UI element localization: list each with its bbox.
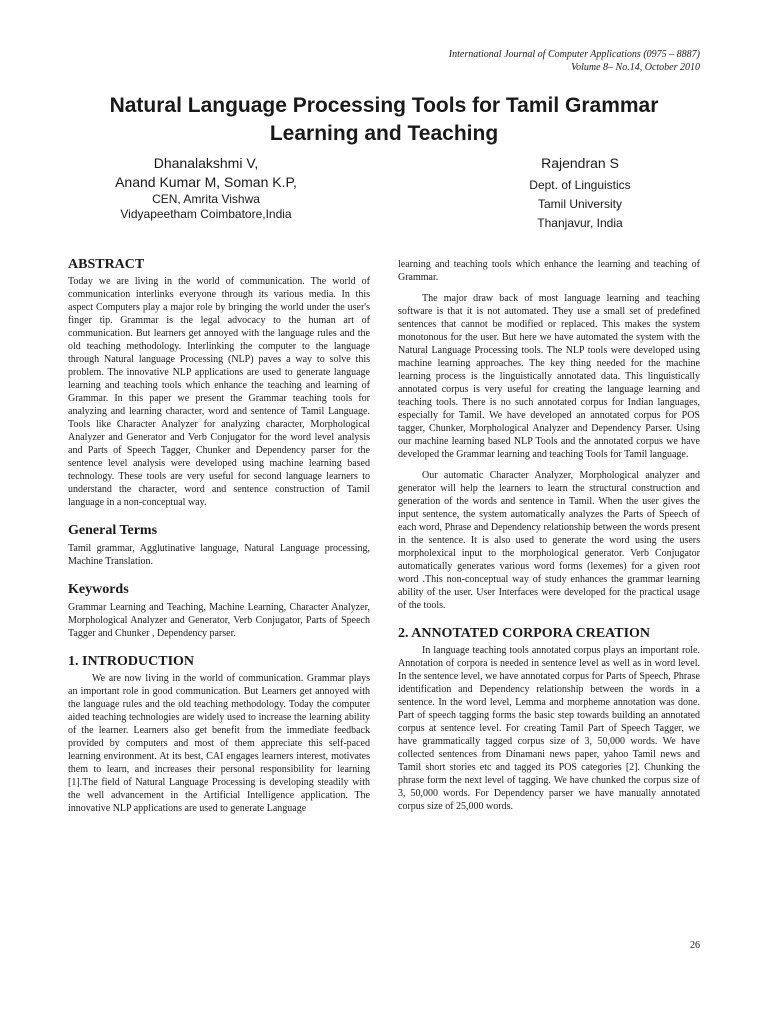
- tools-paragraph: Our automatic Character Analyzer, Morphological analyzer and generator will help the learners to learn the structural construction and generation of the words and sentence in Tamil. When the user gives the input sentence, the system automatically analyzes the Parts of Speech of each word, Phrase and Dependency relationship between the words present in the sentence. It is also used to generate the word using the users morpholexical input to the morphological generator. Verb Conjugator automatically generates various word forms (lexemes) for a given root word .This non-conceptual way of study enhances the grammar learning ability of the user. User Interfaces were developed for the practical usage of the tools.: [398, 470, 700, 611]
- abstract-text: Today we are living in the world of communication. The world of communication interlinks everyone through its various media. In this aspect Computers play a major role by bringing the world under the user's finger tip. Grammar is the legal advocacy to the human art of communication. But learners get annoyed with the language rules and the old teaching methodology. Interlinking the computer to the language through Natural language Processing (NLP) paves a way to solve this problem. The innovative NLP applications are used to generate language learning and teaching tools which enhance the teaching and learning of Grammar. In this paper we present the Grammar teaching tools for analyzing and learning character, word and sentence of Tamil Language. Tools like Character Analyzer for analyzing character, Morphological Analyzer and Generator and Verb Conjugator for the word level analysis and Parts of Speech Tagger, Chunker and Dependency parser for the sentence level analysis were developed using machine learning based technology. These tools are very useful for second language learners to understand the character, word and sentence construction of Tamil language in a non-conceptual way.: [68, 276, 370, 508]
- author-dept: Dept. of Linguistics: [529, 178, 631, 192]
- author-affiliation-1: CEN, Amrita Vishwa: [152, 192, 260, 206]
- annotated-corpora-heading: 2. ANNOTATED CORPORA CREATION: [398, 626, 651, 641]
- authors-left: [66, 154, 346, 222]
- general-terms-text: Tamil grammar, Agglutinative language, Natural Language processing, Machine Translation.: [68, 543, 370, 567]
- page-number: 26: [690, 940, 700, 951]
- right-column: [398, 258, 700, 813]
- abstract-heading: ABSTRACT: [68, 257, 145, 272]
- authors-right: [480, 154, 680, 233]
- drawback-paragraph: The major draw back of most language learning and teaching software is that it is not automated. They use a small set of predefined sentences that cannot be modified or replaced. This makes the system monotonous for the user. But here we have automated the system with the Natural Language Processing tools. The NLP tools were developed using machine learning approaches. The key thing needed for the machine learning process is the linguistically annotated data. This linguistically annotated corpus is very useful for creating the language learning and teaching tools. There is no such annotated corpus for Indian languages, especially for Tamil. We have developed an annotated corpus for POS tagger, Chunker, Morphological Analyzer and Dependency Parser. Using our machine learning based NLP Tools and the annotated corpus we have developed the Grammar learning and teaching Tools for Tamil language.: [398, 293, 700, 460]
- introduction-heading: 1. INTRODUCTION: [68, 654, 195, 669]
- general-terms-heading: General Terms: [68, 523, 158, 538]
- author-name-1: Dhanalakshmi V,: [153, 155, 259, 171]
- author-location: Thanjavur, India: [537, 216, 623, 230]
- keywords-heading: Keywords: [68, 582, 129, 597]
- intro-continued-text: learning and teaching tools which enhance the learning and teaching of Grammar.: [398, 259, 700, 283]
- journal-volume: Volume 8– No.14, October 2010: [571, 62, 700, 73]
- author-name-3: Rajendran S: [541, 155, 619, 171]
- paper-title: [0, 92, 768, 148]
- introduction-text: We are now living in the world of communication. Grammar plays an important role in good communication. But Learners get annoyed with the language rules and the old teaching methodology. Today the computer aided teaching technologies are widely used to increase the learning ability of the learner. Learners also get benefit from the immediate feedback provided by computers and most of them appreciate this self-paced learning environment. At its best, CAI engages learners interest, motivates them to learn, and increases their personal responsibility for learning [1].The field of Natural Language Processing is developing steadily with the well advancement in the Artificial Intelligence application. The innovative NLP applications are used to generate Language: [68, 673, 370, 814]
- paper-title-line-1: Natural Language Processing Tools for Tamil Grammar: [109, 94, 659, 117]
- left-column: [68, 256, 370, 815]
- author-affiliation-2: Vidyapeetham Coimbatore,India: [120, 207, 292, 221]
- annotated-corpora-text: In language teaching tools annotated corpus plays an important role. Annotation of corpora is needed in sentence level as well as in word level. In the sentence level, we have annotated corpus for Parts of Speech, Phrase identification and Dependency relationship between the words in a sentence. In the word level, Lemma and morpheme annotation was done. Part of speech tagging forms the basic step towards building an annotated corpus at sentence level. For creating Tamil Part of Speech Tagger, we have grammatically tagged corpus size of 3, 50,000 words. We have collected sentences from Dinamani news paper, yahoo Tamil news and Tamil short stories etc and tagged its POS categories [2]. Chunking the phrase form the next level of tagging. We have chunked the corpus size of 3, 50,000 words. For Dependency parser we have manually annotated corpus size of 25,000 words.: [398, 645, 700, 812]
- journal-name: International Journal of Computer Applications (0975 – 8887): [448, 49, 700, 60]
- author-name-2: Anand Kumar M, Soman K.P,: [115, 174, 297, 190]
- paper-title-line-2: Learning and Teaching: [269, 122, 499, 145]
- keywords-text: Grammar Learning and Teaching, Machine Learning, Character Analyzer, Morphological Analyzer and Generator, Verb Conjugator, Parts of Speech Tagger and Chunker , Dependency parser.: [68, 602, 370, 639]
- author-university: Tamil University: [537, 197, 622, 211]
- journal-header: [449, 48, 700, 74]
